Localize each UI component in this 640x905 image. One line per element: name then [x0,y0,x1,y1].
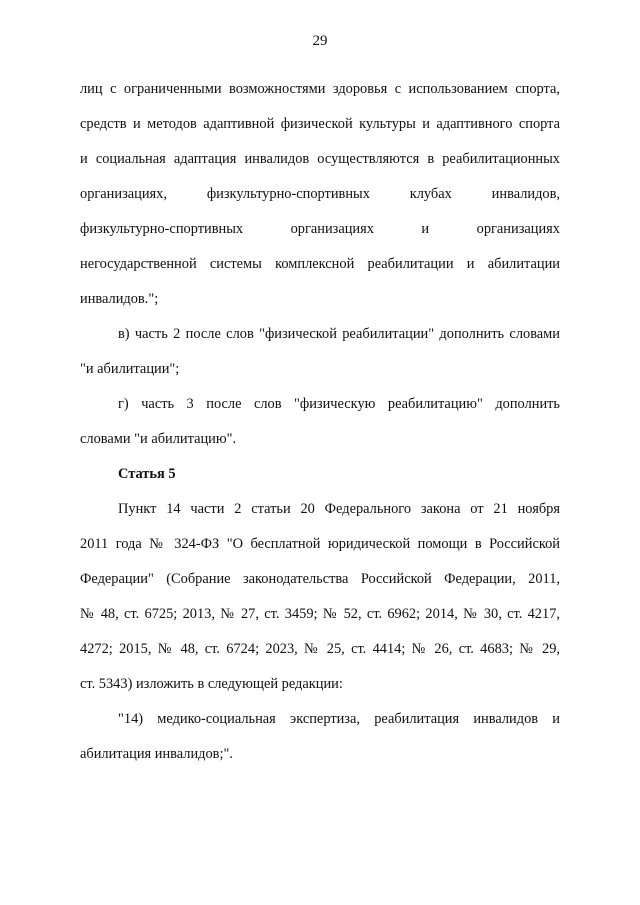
article-line: Федерации" (Собрание законодательства Российской Федерации, 2011, [80,571,560,587]
paragraph-line: и социальная адаптация инвалидов осуществляются в реабилитационных [80,151,560,167]
article-line: ст. 5343) изложить в следующей редакции: [80,676,343,692]
list-item-line: г) часть 3 после слов "физическую реабилитацию" дополнить [118,396,560,412]
paragraph-line: лиц с ограниченными возможностями здоровья с использованием спорта, [80,81,560,97]
list-item-line: "и абилитации"; [80,361,180,377]
article-heading: Статья 5 [118,466,176,482]
paragraph-line: негосударственной системы комплексной реабилитации и абилитации [80,256,560,272]
quote-line: абилитация инвалидов;". [80,746,233,762]
quote-line: "14) медико-социальная экспертиза, реабилитация инвалидов и [118,711,560,727]
paragraph-line: физкультурно-спортивных организациях и организациях [80,221,560,237]
article-line: Пункт 14 части 2 статьи 20 Федерального закона от 21 ноября [118,501,560,517]
article-line: 2011 года № 324-ФЗ "О бесплатной юридической помощи в Российской [80,536,560,552]
page-number: 29 [312,33,328,49]
list-item-line: словами "и абилитацию". [80,431,237,447]
article-line: 4272; 2015, № 48, ст. 6724; 2023, № 25, ст. 4414; № 26, ст. 4683; № 29, [80,641,560,657]
paragraph-line: организациях, физкультурно-спортивных клубах инвалидов, [80,186,560,202]
paragraph-line: средств и методов адаптивной физической культуры и адаптивного спорта [80,116,560,132]
paragraph-line: инвалидов."; [80,291,159,307]
article-line: № 48, ст. 6725; 2013, № 27, ст. 3459; № 52, ст. 6962; 2014, № 30, ст. 4217, [80,606,560,622]
list-item-line: в) часть 2 после слов "физической реабилитации" дополнить словами [118,326,560,342]
